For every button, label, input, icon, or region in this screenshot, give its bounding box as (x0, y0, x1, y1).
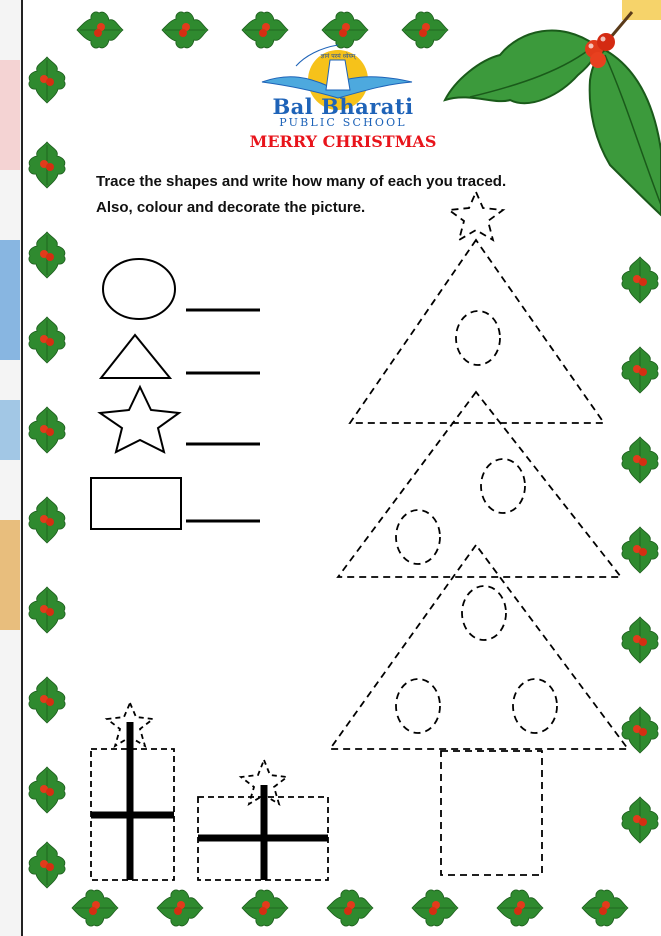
instruction-line-1: Trace the shapes and write how many of each you traced. (96, 173, 507, 190)
page-edge-art (0, 400, 20, 460)
page-edge-art (0, 240, 20, 360)
shape-key (91, 259, 260, 529)
triangle-shape (101, 335, 170, 378)
star-shape (100, 387, 179, 452)
gift-box-tall (91, 703, 174, 880)
holly-border-right (622, 257, 658, 843)
greeting-title: MERRY CHRISTMAS (249, 132, 437, 151)
instruction-line-2: Also, colour and decorate the picture. (96, 199, 366, 216)
circle-shape (103, 259, 175, 319)
page-edge-art (0, 520, 20, 630)
school-subtitle: PUBLIC SCHOOL (279, 116, 407, 129)
holly-border-bottom (72, 890, 628, 926)
tree-trunk (441, 751, 542, 875)
holly-border-left (29, 57, 65, 888)
tree-ornament (481, 459, 525, 513)
christmas-tree-tracing (330, 192, 628, 875)
tree-ornament (513, 679, 557, 733)
tree-tier-top (350, 240, 604, 423)
tree-ornament (396, 679, 440, 733)
page-edge-art (0, 60, 20, 170)
tree-ornament (456, 311, 500, 365)
school-seal-text: ज्ञानं परमं ध्येयम् (320, 53, 356, 60)
tree-tier-bottom (330, 545, 628, 749)
tree-ornament (396, 510, 440, 564)
tree-ornament (462, 586, 506, 640)
gift-box-wide (198, 760, 328, 880)
holly-border-top (77, 12, 448, 48)
rectangle-shape (91, 478, 181, 529)
school-name: Bal Bharati (272, 94, 414, 119)
